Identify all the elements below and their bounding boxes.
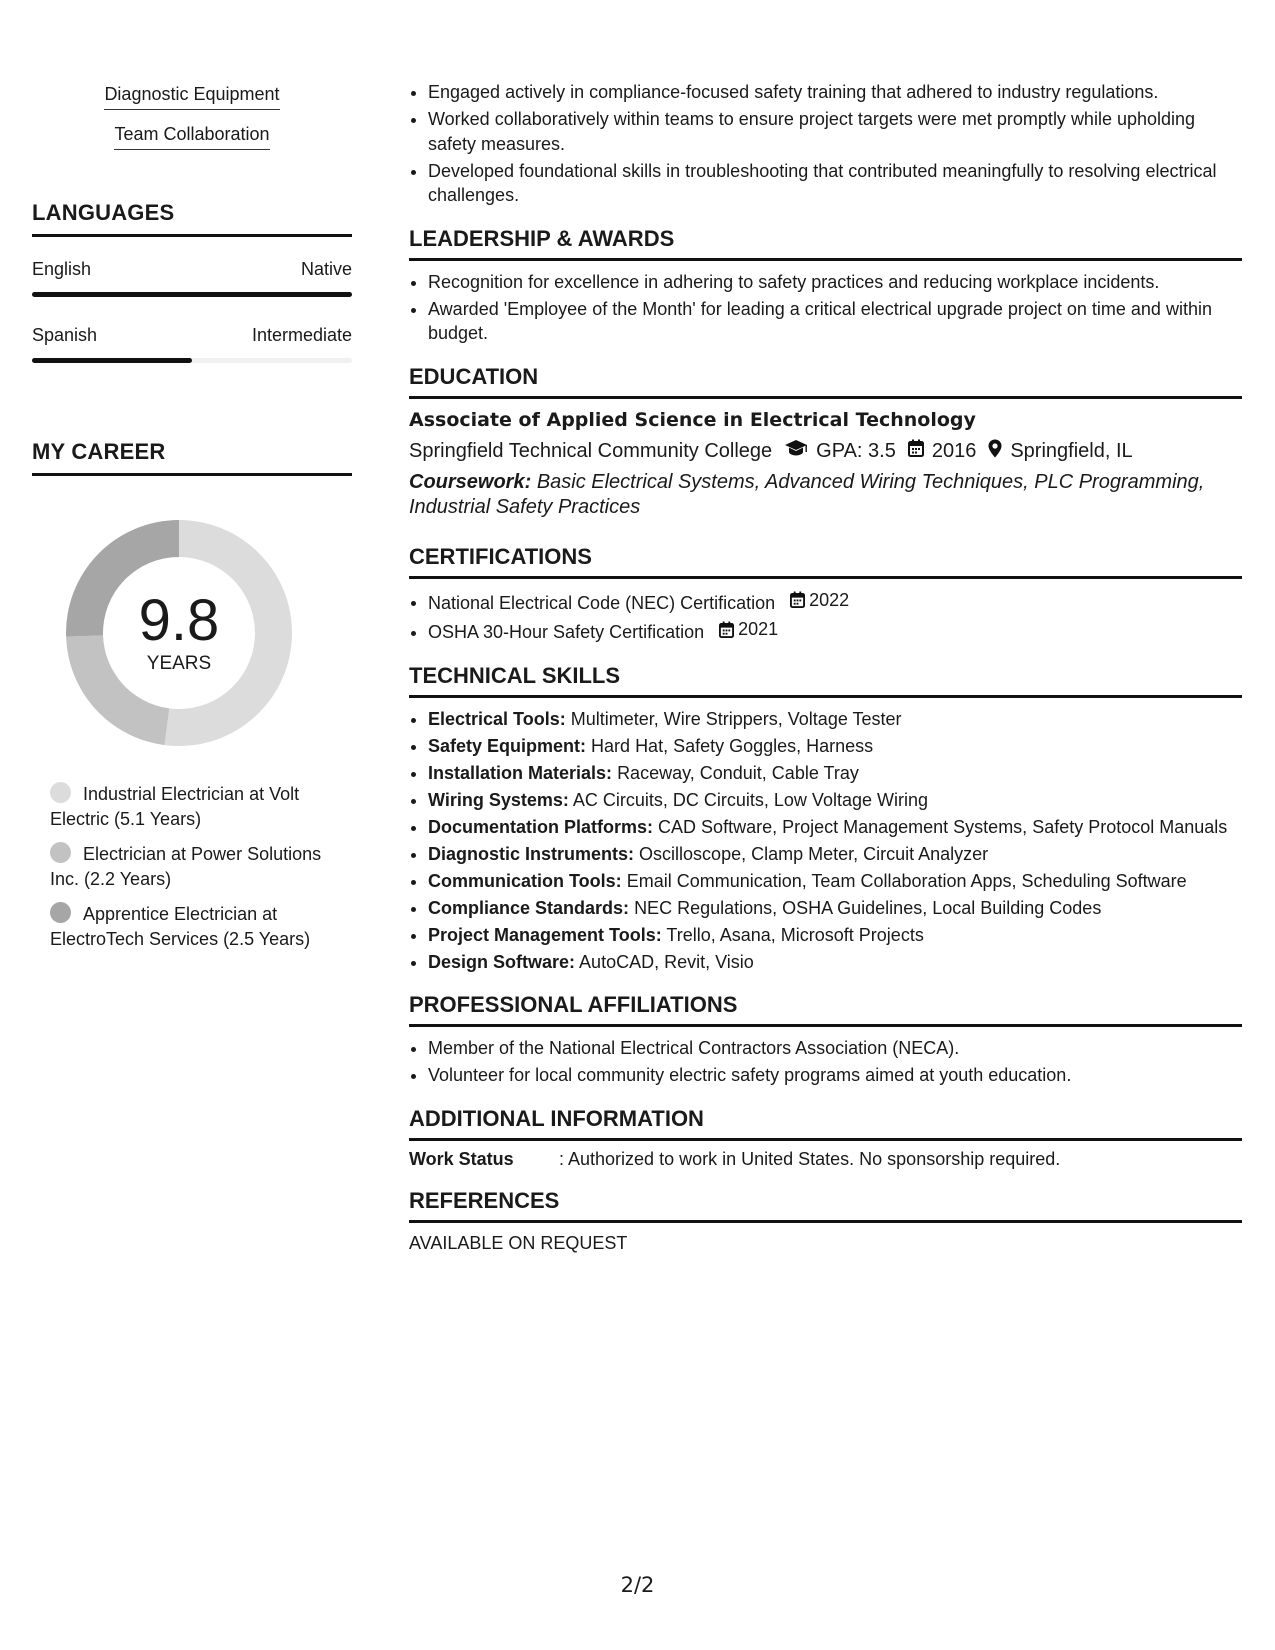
left-column	[32, 84, 352, 962]
skill-values: Multimeter, Wire Strippers, Voltage Tester	[570, 708, 902, 729]
technical-skill-item	[428, 896, 1242, 921]
references-section	[409, 1188, 1242, 1254]
affiliation-item: • Member of the National Electrical Contractors Association (NECA).	[428, 1036, 1242, 1061]
certifications-list	[409, 588, 1242, 645]
affiliations-section	[409, 992, 1242, 1088]
affiliation-item: • Volunteer for local community electric safety programs aimed at youth education.	[428, 1063, 1242, 1088]
career-section	[32, 439, 352, 952]
awards-heading: LEADERSHIP & AWARDS	[409, 226, 1242, 261]
career-legend-label: Electrician at Power Solutions Inc. (2.2 Years)	[50, 844, 322, 889]
skill-values: CAD Software, Project Management Systems, Safety Protocol Manuals	[658, 816, 1228, 837]
skill-category: Design Software:	[428, 951, 576, 972]
education-gpa: GPA: 3.5	[816, 439, 896, 462]
education-heading: EDUCATION	[409, 364, 1242, 399]
right-column	[409, 80, 1242, 1254]
experience-bullet: • Developed foundational skills in troubleshooting that contributed meaningfully to resolving electrical challenges.	[428, 159, 1242, 208]
skill-category: Communication Tools:	[428, 870, 622, 891]
calendar-icon	[719, 621, 734, 638]
technical-skill-item	[428, 707, 1242, 732]
career-donut-chart	[66, 520, 292, 746]
career-total-value: 9.8	[138, 588, 220, 653]
skill-values: Raceway, Conduit, Cable Tray	[617, 762, 859, 783]
certifications-heading: CERTIFICATIONS	[409, 544, 1242, 579]
affiliations-list	[409, 1036, 1242, 1088]
certification-year: 2022	[809, 589, 850, 610]
additional-info-heading: ADDITIONAL INFORMATION	[409, 1106, 1242, 1141]
technical-skill-item	[428, 761, 1242, 786]
awards-section	[409, 226, 1242, 346]
certification-name: OSHA 30-Hour Safety Certification	[428, 622, 705, 642]
skill-tag: Team Collaboration	[114, 124, 269, 150]
education-year: 2016	[931, 439, 977, 462]
technical-skill-item	[428, 842, 1242, 867]
language-bar	[32, 358, 352, 363]
language-name: English	[32, 259, 92, 279]
language-item	[32, 259, 352, 297]
skill-values: Trello, Asana, Microsoft Projects	[666, 924, 924, 945]
certification-year: 2021	[738, 619, 779, 640]
education-location: Springfield, IL	[1010, 439, 1133, 462]
language-level: Intermediate	[251, 325, 352, 345]
coursework-list: Basic Electrical Systems, Advanced Wiring Techniques, PLC Programming, Industrial Safety Practices	[409, 470, 1205, 518]
page-number: 2/2	[620, 1573, 655, 1597]
skill-category: Documentation Platforms:	[428, 816, 654, 837]
technical-skill-item	[428, 869, 1242, 894]
education-school: Springfield Technical Community College	[409, 439, 773, 462]
skill-values: NEC Regulations, OSHA Guidelines, Local Building Codes	[634, 897, 1102, 918]
map-pin-icon	[988, 439, 1002, 464]
affiliations-heading: PROFESSIONAL AFFILIATIONS	[409, 992, 1242, 1027]
technical-skill-item	[428, 788, 1242, 813]
technical-skill-item	[428, 734, 1242, 759]
skill-category: Safety Equipment:	[428, 735, 587, 756]
language-name: Spanish	[32, 325, 98, 345]
skill-values: Oscilloscope, Clamp Meter, Circuit Analyzer	[639, 843, 989, 864]
awards-list	[409, 270, 1242, 346]
experience-bullet: • Engaged actively in compliance-focused safety training that adhered to industry regulations.	[428, 80, 1242, 105]
skill-category: Project Management Tools:	[428, 924, 662, 945]
skill-values: AutoCAD, Revit, Visio	[579, 951, 754, 972]
career-legend-item	[50, 842, 340, 892]
legend-dot	[50, 842, 71, 863]
technical-skills-heading: TECHNICAL SKILLS	[409, 663, 1242, 698]
technical-skill-item	[428, 923, 1242, 948]
language-bar-fill	[32, 292, 352, 297]
language-item	[32, 325, 352, 363]
skill-category: Compliance Standards:	[428, 897, 630, 918]
experience-bullet: • Worked collaboratively within teams to ensure project targets were met promptly while upholding safety measures.	[428, 107, 1242, 156]
additional-info-section	[409, 1106, 1242, 1170]
work-status-label: Work Status	[409, 1148, 514, 1169]
experience-bullets	[409, 80, 1242, 208]
certification-item	[428, 617, 1242, 644]
technical-skills-list	[409, 707, 1242, 975]
education-meta	[409, 439, 1242, 464]
certifications-section	[409, 544, 1242, 645]
graduation-cap-icon	[784, 439, 808, 463]
education-coursework	[409, 470, 1242, 520]
calendar-icon	[790, 591, 805, 608]
skill-values: Hard Hat, Safety Goggles, Harness	[591, 735, 874, 756]
skill-tag: Diagnostic Equipment	[104, 84, 279, 110]
skill-tags	[32, 84, 352, 150]
career-total-unit: YEARS	[146, 653, 212, 674]
career-legend-item	[50, 782, 340, 832]
language-bar-fill	[32, 358, 192, 363]
award-item: • Awarded 'Employee of the Month' for leading a critical electrical upgrade project on time and within budget.	[428, 297, 1242, 346]
legend-dot	[50, 902, 71, 923]
technical-skill-item	[428, 815, 1242, 840]
career-legend-label: Industrial Electrician at Volt Electric (5.1 Years)	[50, 784, 300, 829]
career-legend	[50, 782, 340, 952]
certification-item	[428, 588, 1242, 615]
technical-skills-section	[409, 663, 1242, 975]
languages-section	[32, 200, 352, 363]
skill-values: Email Communication, Team Collaboration Apps, Scheduling Software	[626, 870, 1187, 891]
skill-category: Electrical Tools:	[428, 708, 566, 729]
calendar-icon	[908, 439, 924, 463]
award-item: • Recognition for excellence in adhering to safety practices and reducing workplace incidents.	[428, 270, 1242, 295]
skill-values: AC Circuits, DC Circuits, Low Voltage Wiring	[572, 789, 928, 810]
references-text: AVAILABLE ON REQUEST	[409, 1232, 628, 1253]
languages-heading: LANGUAGES	[32, 200, 352, 237]
education-degree: Associate of Applied Science in Electrical Technology	[409, 408, 976, 431]
coursework-label: Coursework:	[409, 470, 532, 493]
technical-skill-item	[428, 950, 1242, 975]
references-heading: REFERENCES	[409, 1188, 1242, 1223]
career-legend-label: Apprentice Electrician at ElectroTech Services (2.5 Years)	[50, 904, 311, 949]
language-level: Native	[300, 259, 352, 279]
legend-dot	[50, 782, 71, 803]
skill-category: Diagnostic Instruments:	[428, 843, 635, 864]
education-section	[409, 364, 1242, 520]
language-bar	[32, 292, 352, 297]
work-status-value: : Authorized to work in United States. No sponsorship required.	[559, 1148, 1061, 1169]
career-legend-item	[50, 902, 340, 952]
certification-name: National Electrical Code (NEC) Certification	[428, 592, 776, 613]
skill-category: Installation Materials:	[428, 762, 613, 783]
skill-category: Wiring Systems:	[428, 789, 569, 810]
career-heading: MY CAREER	[32, 439, 352, 476]
work-status-row	[409, 1149, 1242, 1170]
